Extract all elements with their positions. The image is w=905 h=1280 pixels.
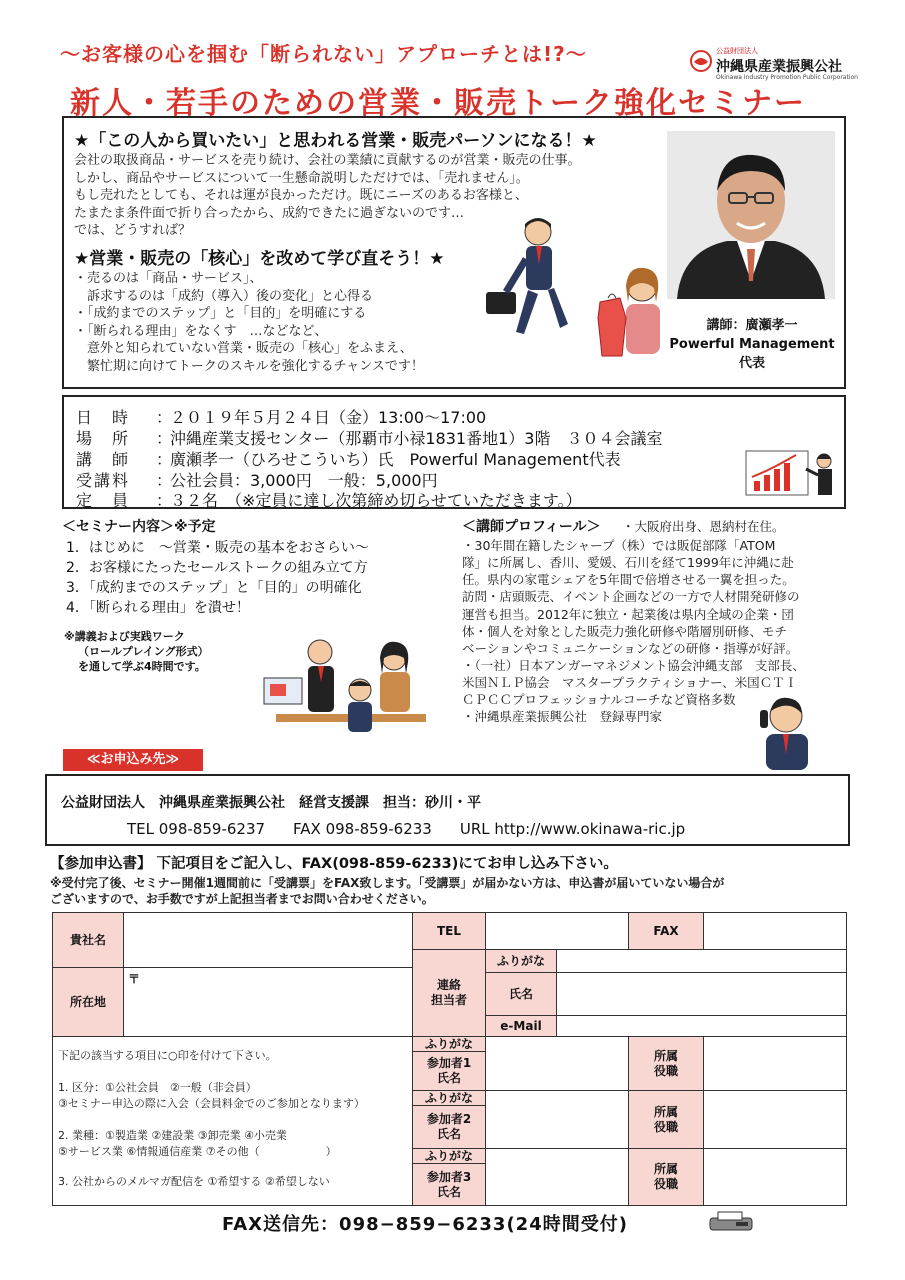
logo-english: Okinawa Industry Promotion Public Corporation [716,74,858,81]
profile-line: 隊」に所属し、香川、愛媛、石川を経て1999年に沖縄に赴 [462,555,794,570]
saleswoman-illustration [596,264,676,372]
salesman-illustration [476,214,576,344]
p2-dept-label: 所属 役職 [628,1090,704,1149]
profile-line: ベーションやコミュニケーションなどの研修・指導が好評。 [462,641,799,656]
contact-tel: TEL 098-859-6237 [127,820,266,838]
option-newsletter[interactable]: 3. 公社からのメルマガ配信を ①希望する ②希望しない [58,1175,330,1188]
intro-bullet: 繁忙期に向けてトークのスキルを強化するチャンスです！ [74,358,424,374]
options-intro: 下記の該当する項目に○印を付けて下さい。 [58,1049,277,1062]
tel-input[interactable] [485,912,629,950]
form-note-line: ※受付完了後、セミナー開催1週間前に「受講票」をFAX致します。「受講票」が届かない方は、申込書が届いていない場合が [50,876,725,890]
logo-name: 沖縄県産業振興公社 [716,59,842,75]
profile-line: ＣＰＣＣプロフェッショナルコーチなど資格多数 [462,692,736,707]
lecturer-name: 講師：廣瀬孝一 [706,318,798,333]
option-industry-2[interactable]: ⑤サービス業 ⑥情報通信産業 ⑦その他（ ） [58,1145,337,1158]
fax-input[interactable] [703,912,847,950]
workshop-illustration [256,628,436,746]
contact-person-label: 連絡 担当者 [412,949,486,1037]
detail-label: 場 所 [76,429,131,448]
logo-mark-icon [690,50,712,72]
p1-name-label: 参加者1 氏名 [412,1051,486,1091]
detail-row-fee: 受講料 ： 公社会員：3,000円 一般：5,000円 [76,468,438,491]
p1-dept-label: 所属 役職 [628,1036,704,1091]
company-input[interactable] [123,912,413,968]
page-title: 新人・若手のための営業・販売トーク強化セミナー [70,86,806,121]
intro-bullet: 訴求するのは「成約（導入）後の変化」と心得る [74,288,374,304]
form-note-line: ございますので、お手数ですが上記担当者までお問い合わせください。 [50,892,434,906]
profile-line: 米国ＮＬＰ協会 マスタープラクティショナー、米国ＣＴＩ [462,675,798,690]
profile-line: ・沖縄県産業振興公社 登録専門家 [462,709,663,724]
detail-row-venue: 場 所 ： 沖縄産業支援センター（那覇市小禄1831番地1）3階 ３０４会議室 [76,426,662,449]
intro-bullet: ・「成約までのステップ」と「目的」を明確にする [74,306,367,321]
intro-line: たまたま条件面で折り合ったから、成約できたに過ぎないのです… [74,205,465,221]
intro-bullet: ・売るのは「商品・サービス」、 [74,271,263,286]
content-item: 4．「断られる理由」を潰せ！ [66,600,250,616]
form-heading: 【参加申込書】 下記項目をご記入し、FAX(098-859-6233)にてお申し込み下さい。 [50,856,618,872]
logo-small-text: 公益財団法人 [716,47,758,55]
option-industry[interactable]: 2. 業種：①製造業 ②建設業 ③卸売業 ④小売業 [58,1129,287,1142]
postal-mark: 〒 [128,972,141,986]
content-note: ※講義および実践ワーク [64,630,185,643]
detail-row-lecturer: 講 師 ： 廣瀬孝一（ひろせこういち）氏 Powerful Management代表 [76,447,621,470]
lecturer-company: Powerful Management [669,337,835,352]
intro-bullet: ・「断られる理由」をなくす …などなど、 [74,323,328,339]
content-item: 1．はじめに 〜営業・販売の基本をおさらい〜 [66,540,369,556]
fax-destination: FAX送信先：098−859−6233(24時間受付) [222,1214,628,1235]
intro-heading-2: ★営業・販売の「核心」を改めて学び直そう！★ [74,249,445,269]
contact-line [127,820,685,838]
content-heading: ＜セミナー内容＞※予定 [62,519,216,535]
intro-line: しかし、商品やサービスについて一生懸命説明しただけでは、「売れません」。 [74,170,529,186]
p2-name-input[interactable] [485,1090,629,1149]
detail-value: 廣瀬孝一（ひろせこういち）氏 Powerful Management代表 [170,450,621,469]
p3-dept-label: 所属 役職 [628,1148,704,1206]
option-category[interactable]: 1. 区分：①公社会員 ②一般（非会員） [58,1081,257,1094]
detail-label: 講 師 [76,450,131,469]
p3-dept-input[interactable] [703,1148,847,1206]
company-label: 貴社名 [52,912,124,968]
option-category-2[interactable]: ③セミナー申込の際に入会（会員料金でのご参加となります） [58,1097,365,1110]
phone-man-illustration [752,690,822,770]
detail-label: 受講料 [76,471,131,490]
subtitle: 〜お客様の心を掴む「断られない」アプローチとは!?〜 [60,42,587,66]
address-input[interactable] [123,967,413,1037]
content-note: （ロールプレイング形式） [78,645,209,658]
p2-dept-input[interactable] [703,1090,847,1149]
event-details [62,395,846,509]
profile-line: ・（一社）日本アンガーマネジメント協会沖縄支部 支部長、 [462,658,805,673]
profile-line: 訪問・店頭販売、イベント企画などの一方で人材開発研修の [462,589,800,604]
detail-value: 沖縄産業支援センター（那覇市小禄1831番地1）3階 ３０４会議室 [170,429,663,448]
name-input[interactable] [556,972,847,1016]
fax-machine-icon [708,1210,754,1232]
intro-line: では、どうすれば？ [74,223,192,238]
profile-heading: ＜講師プロフィール＞ [462,519,601,535]
intro-line: もし売れたとしても、それは運が良かっただけ。既にニーズのあるお客様と、 [74,188,528,203]
content-item: 2．お客様にたったセールストークの組み立て方 [66,560,368,576]
p1-dept-input[interactable] [703,1036,847,1091]
profile-line: ・大阪府出身、恩納村在住。 [622,519,785,534]
profile-line: 任。県内の家電シェアを5年間で倍増させる一翼を担った。 [462,572,795,587]
profile-line: 運営も担当。2012年に独立・起業後は県内全域の企業・団 [462,607,794,622]
p2-name-label: 参加者2 氏名 [412,1105,486,1149]
detail-value: 公社会員：3,000円 一般：5,000円 [170,471,438,490]
contact-url[interactable]: URL http://www.okinawa-ric.jp [459,820,686,838]
lecturer-role: 代表 [738,356,765,371]
furigana-input[interactable] [556,949,847,973]
contact-org: 公益財団法人 沖縄県産業振興公社 経営支援課 担当：砂川・平 [61,795,481,811]
detail-value: ３２名 （※定員に達し次第締め切らせていただきます。） [170,491,582,510]
profile-line: ・30年間在籍したシャープ（株）では販促部隊「ATOM [462,538,776,553]
apply-tab: ≪お申込み先≫ [63,749,203,771]
p1-furigana-label: ふりがな [412,1036,486,1052]
detail-label: 日 時 [76,408,131,427]
detail-row-capacity: 定 員 ： ３２名 （※定員に達し次第締め切らせていただきます。） [76,488,582,511]
contact-fax: FAX 098-859-6233 [293,820,432,838]
form-note [50,875,724,907]
detail-label: 定 員 [76,491,131,510]
lecturer-caption [668,316,836,373]
p3-furigana-label: ふりがな [412,1148,486,1164]
p3-name-input[interactable] [485,1148,629,1206]
p3-name-label: 参加者3 氏名 [412,1163,486,1206]
email-label: e-Mail [485,1015,557,1037]
content-item: 3．「成約までのステップ」と「目的」の明確化 [66,580,362,596]
contact-box [45,774,850,846]
p1-name-input[interactable] [485,1036,629,1091]
profile-line: 体・個人を対象とした販売力強化研修や階層別研修、モチ [462,624,788,639]
organization-logo [690,44,860,84]
furigana-label: ふりがな [485,949,557,973]
p2-furigana-label: ふりがな [412,1090,486,1106]
email-input[interactable] [556,1015,847,1037]
content-note: を通して学ぶ4時間です。 [78,660,206,673]
presenter-chart-illustration [744,447,840,507]
intro-line: 会社の取扱商品・サービスを売り続け、会社の業績に貢献するのが営業・販売の仕事。 [74,153,581,168]
lecturer-photo [667,131,835,299]
name-label: 氏名 [485,972,557,1016]
address-label: 所在地 [52,967,124,1037]
tel-label: TEL [412,912,486,950]
intro-heading-1: ★「この人から買いたい」と思われる営業・販売パーソンになる！★ [74,131,597,151]
detail-value: ２０１９年５月２４日（金）13:00〜17:00 [170,408,487,427]
detail-row-datetime: 日 時 ： ２０１９年５月２４日（金）13:00〜17:00 [76,405,486,428]
fax-label: FAX [628,912,704,950]
intro-bullet: 意外と知られていない営業・販売の「核心」をふまえ、 [74,341,413,356]
